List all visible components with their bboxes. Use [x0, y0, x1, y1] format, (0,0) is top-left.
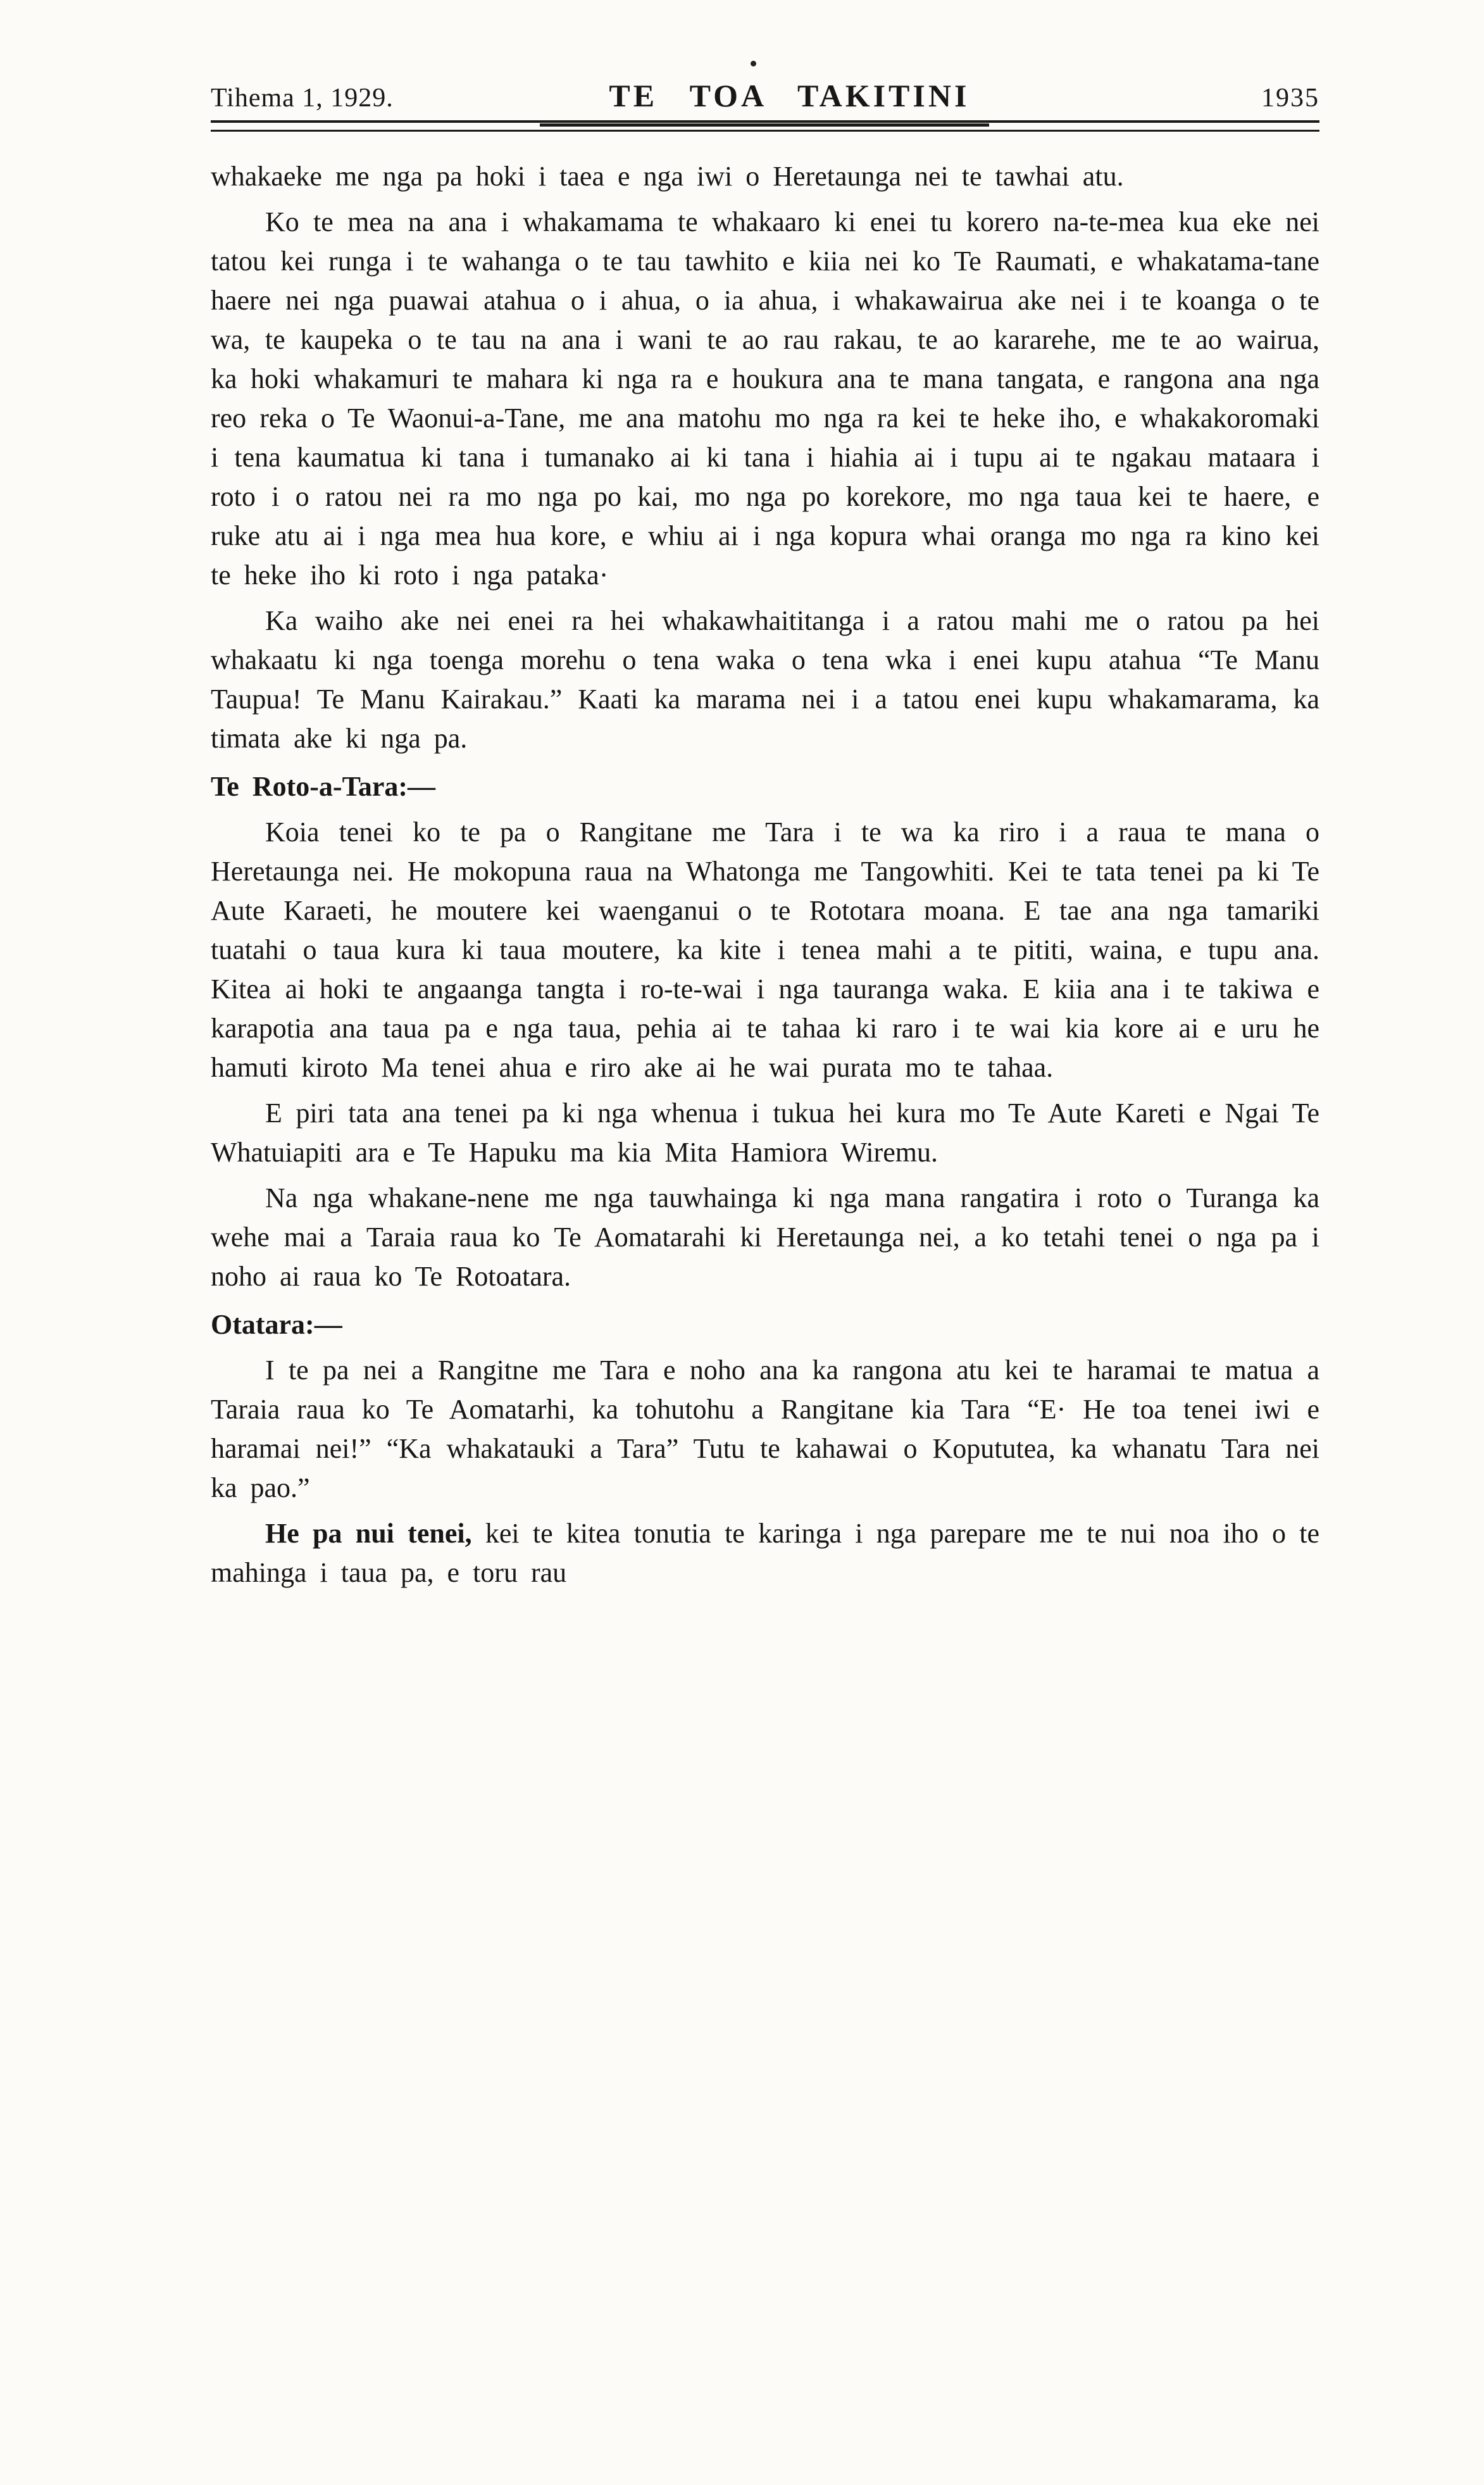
paragraph: Na nga whakane-nene me nga tauwhainga ki nga mana rangatira i roto o Turanga ka wehe mai a Taraia raua ko Te Aomatarahi ki Heretaunga nei, a ko tetahi tenei o nga pa i noho ai raua ko Te Rotoatara. [211, 1182, 1319, 1292]
scan-speck [751, 61, 756, 66]
paragraph: Koia tenei ko te pa o Rangitane me Tara i te wa ka riro i a raua te mana o Heretaunga nei. He mokopuna raua na Whatonga me Tangowhiti. Kei te tata tenei pa ki Te Aute Karaeti, he moutere kei waenganui o te Rototara moana. E tae ana nga tamariki tuatahi o taua kura ki taua moutere, ka kite i tenea mahi a te pititi, waina, e tupu ana. Kitea ai hoki te angaanga tangta i ro-te-wai i nga tauranga waka. E kiia ana i te takiwa e karapotia ana taua pa e nga taua, pehia ai te tahaa ki raro i te wai kia kore ai e uru he hamuti kiroto Ma tenei ahua e riro ake ai he wai purata mo te tahaa. [211, 817, 1319, 1083]
paragraph: whakaeke me nga pa hoki i taea e nga iwi o Heretaunga nei te tawhai atu. [211, 161, 1124, 192]
section-heading-te-roto-a-tara: Te Roto-a-Tara:— [211, 771, 436, 802]
article-body [211, 157, 1319, 1593]
section-heading-otatara: Otatara:— [211, 1309, 342, 1340]
masthead [211, 77, 1319, 114]
paragraph [211, 1514, 1319, 1593]
masthead-page-number: 1935 [1261, 84, 1319, 113]
paragraph-text: kei te kitea tonutia te karinga i nga parepare me te nui noa iho o te mahinga i taua pa, e toru rau [211, 1518, 1320, 1588]
paragraph: Ko te mea na ana i whakamama te whakaaro ki enei tu korero na-te-mea kua eke nei tatou kei runga i te wahanga o te tau tawhito e kiia nei ko Te Raumati, e whakatama-tane haere nei nga puawai atahua o i ahua, o ia ahua, i whakawairua ake nei i te koanga o te wa, te kaupeka o te tau na ana i wani te ao rau rakau, te ao kararehe, me te ao wairua, ka hoki whakamuri te mahara ki nga ra e houkura ana te mana tangata, e rangona ana nga reo reka o Te Waonui-a-Tane, me ana matohu mo nga ra kei te heke iho, e whakakoromaki i tena kaumatua ki tana i tumanako ai ki tana i hiahia ai i tupu ai te ngakau mataara i roto i o ratou nei ra mo nga po kai, mo nga po korekore, mo nga taua kei te haere, e ruke atu ai i nga mea hua kore, e whiu ai i nga kopura whai oranga mo nga ra kino kei te heke iho ki roto i nga pataka· [211, 206, 1319, 591]
paragraph: Ka waiho ake nei enei ra hei whakawhaititanga i a ratou mahi me o ratou pa hei whakaatu ki nga toenga morehu o tena waka o tena wka i enei kupu atahua “Te Manu Taupua! Te Manu Kairakau.” Kaati ka marama nei i a tatou enei kupu whakamarama, ka timata ake ki nga pa. [211, 605, 1319, 754]
header-rule-thick-segment [540, 123, 989, 127]
masthead-title: TE TOA TAKITINI [609, 78, 970, 113]
masthead-date: Tihema 1, 1929. [211, 84, 394, 113]
paragraph: E piri tata ana tenei pa ki nga whenua i tukua hei kura mo Te Aute Kareti e Ngai Te Whatuiapiti ara e Te Hapuku ma kia Mita Hamiora Wiremu. [211, 1098, 1319, 1168]
paragraph-bold-lead: He pa nui tenei, [265, 1518, 472, 1549]
header-double-rule [211, 120, 1319, 132]
paragraph: I te pa nei a Rangitne me Tara e noho ana ka rangona atu kei te haramai te matua a Taraia raua ko Te Aomatarhi, ka tohutohu a Rangitane kia Tara “E· He toa tenei iwi e haramai nei!” “Ka whakatauki a Tara” Tutu te kahawai o Kopututea, ka whanatu Tara nei ka pao.” [211, 1355, 1319, 1503]
page-content [211, 77, 1319, 1593]
